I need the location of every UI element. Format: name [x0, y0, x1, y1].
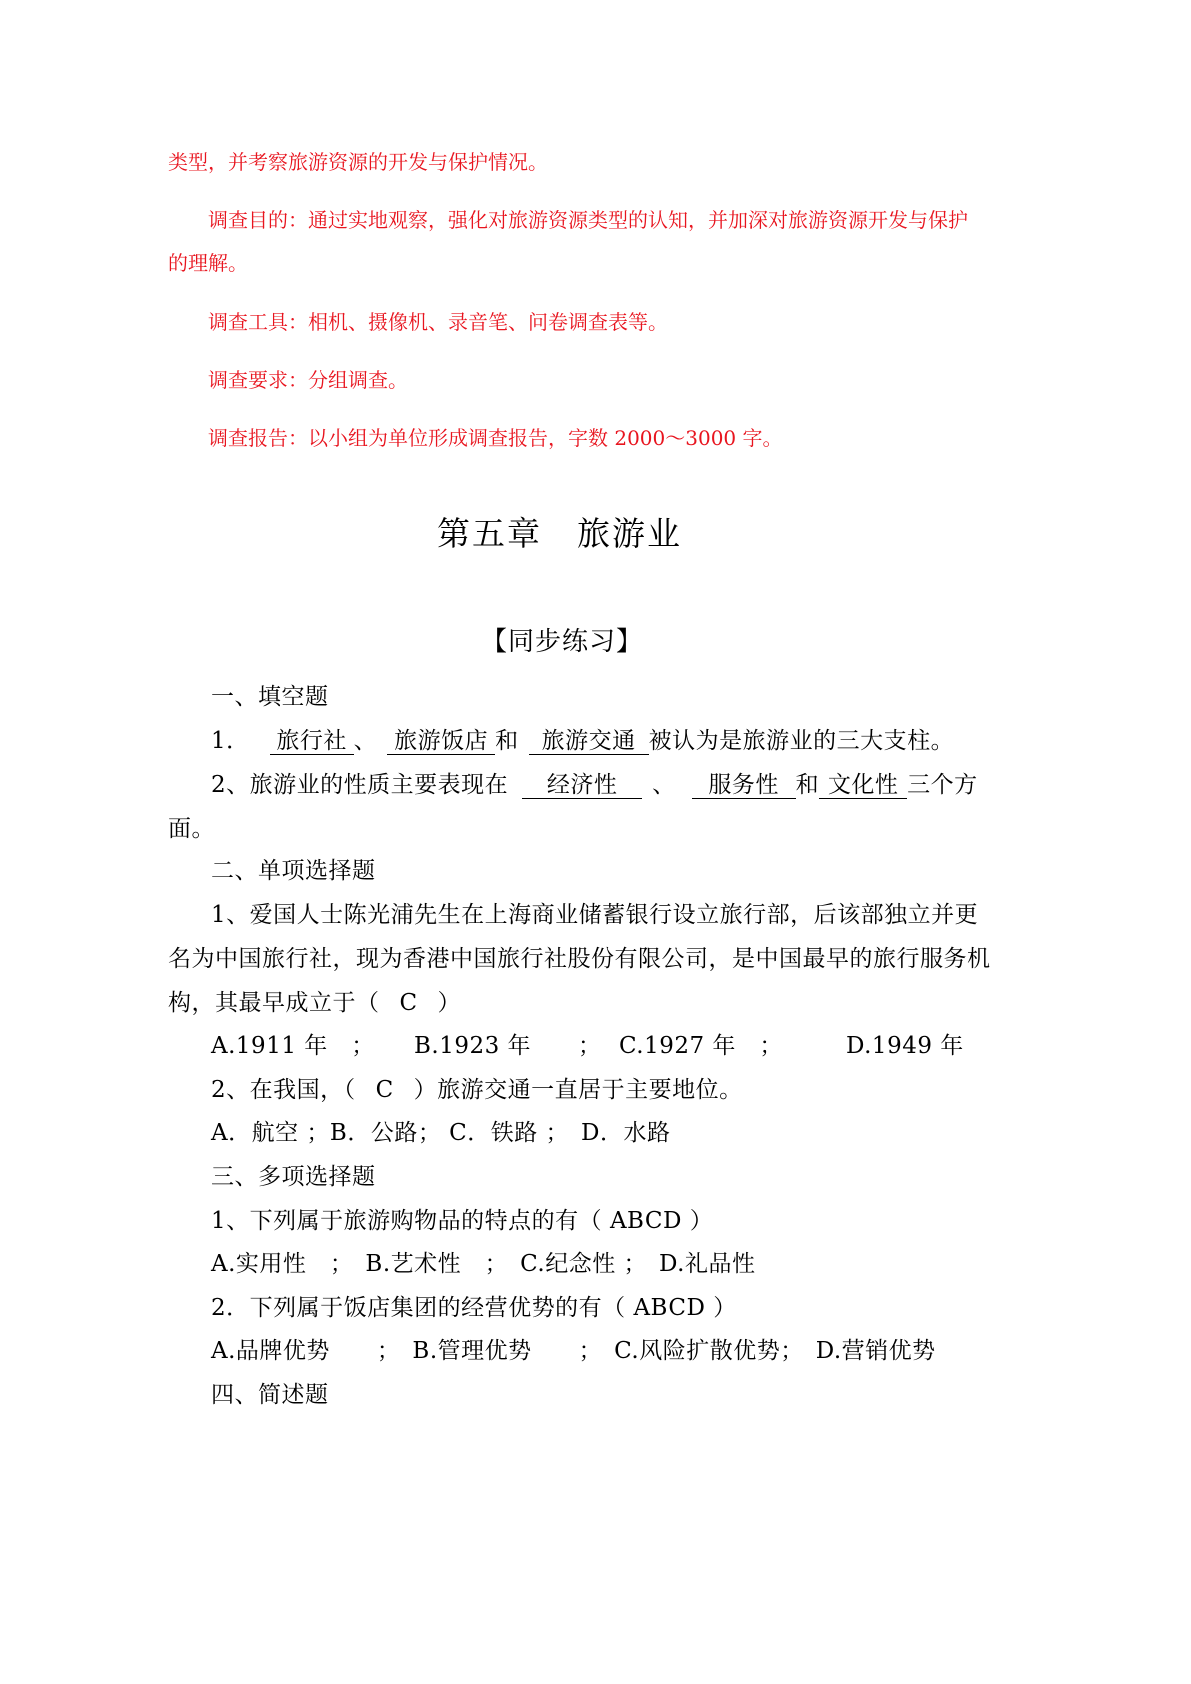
survey-tools: 调查工具：相机、摄像机、录音笔、问卷调查表等。 — [208, 310, 668, 334]
separator: 、 — [652, 772, 676, 798]
survey-intro-tail: 类型，并考察旅游资源的开发与保护情况。 — [168, 150, 548, 174]
fill-blank-heading: 一、填空题 — [211, 684, 329, 710]
single-question-1-wrap: 名为中国旅行社，现为香港中国旅行社股份有限公司，是中国最早的旅行服务机 — [168, 946, 991, 972]
fill-question-1 — [211, 722, 954, 755]
single-q1-option-d: D.1949 年 — [846, 1033, 964, 1059]
answer-blank: 旅游饭店 — [387, 728, 495, 755]
multi-choice-heading: 三、多项选择题 — [211, 1164, 376, 1190]
single-question-1-tail — [168, 984, 461, 1017]
multi-q1-options: A.实用性 ； B.艺术性 ； C.纪念性 ； D.礼品性 — [211, 1251, 756, 1277]
survey-report: 调查报告：以小组为单位形成调查报告，字数 2000～3000 字。 — [208, 426, 783, 450]
single-question-2 — [211, 1071, 743, 1104]
answer-letter: C — [375, 1077, 394, 1103]
short-answer-heading: 四、简述题 — [211, 1382, 329, 1408]
question-text: 2、在我国，（ — [211, 1077, 356, 1103]
single-choice-heading: 二、单项选择题 — [211, 858, 376, 884]
answer-blank: 文化性 — [819, 772, 907, 799]
question-text: 2、旅游业的性质主要表现在 — [211, 772, 509, 798]
multi-q2-options: A.品牌优势 ； B.管理优势 ； C.风险扩散优势； D.营销优势 — [211, 1338, 936, 1364]
answer-blank: 经济性 — [522, 772, 642, 799]
section-title: 【同步练习】 — [481, 627, 644, 657]
survey-purpose: 调查目的：通过实地观察，强化对旅游资源类型的认知，并加深对旅游资源开发与保护 — [208, 208, 968, 232]
separator: 、 — [353, 728, 378, 754]
question-text: ） — [437, 990, 461, 1016]
question-text: 被认为是旅游业的三大支柱。 — [648, 728, 955, 754]
multi-question-2: 2．下列属于饭店集团的经营优势的有（ ABCD ） — [211, 1295, 737, 1321]
multi-question-1: 1、下列属于旅游购物品的特点的有（ ABCD ） — [211, 1208, 714, 1234]
fill-question-2-wrap: 面。 — [168, 816, 215, 842]
question-number: 1． — [211, 728, 250, 754]
answer-blank: 旅行社 — [270, 728, 354, 755]
single-q1-option-a: A.1911 年 ； — [211, 1033, 375, 1059]
chapter-title: 第五章 旅游业 — [437, 514, 682, 553]
separator: 和 — [795, 772, 820, 798]
answer-blank: 旅游交通 — [529, 728, 649, 755]
single-q1-option-b: B.1923 年 ； — [414, 1033, 602, 1059]
answer-blank: 服务性 — [692, 772, 796, 799]
single-question-1: 1、爱国人士陈光浦先生在上海商业储蓄银行设立旅行部，后该部独立并更 — [211, 902, 979, 928]
survey-requirement: 调查要求：分组调查。 — [208, 368, 408, 392]
question-text: 三个方 — [907, 772, 978, 798]
answer-letter: C — [399, 990, 418, 1016]
survey-purpose-wrap: 的理解。 — [168, 251, 248, 275]
separator: 和 — [495, 728, 519, 754]
question-text: ）旅游交通一直居于主要地位。 — [413, 1077, 743, 1103]
single-q2-options: A．航空 ；B．公路； C．铁路 ； D．水路 — [211, 1120, 671, 1146]
fill-question-2 — [211, 766, 978, 799]
single-q1-option-c: C.1927 年 ； — [619, 1033, 783, 1059]
question-text: 构，其最早成立于（ — [168, 990, 380, 1016]
